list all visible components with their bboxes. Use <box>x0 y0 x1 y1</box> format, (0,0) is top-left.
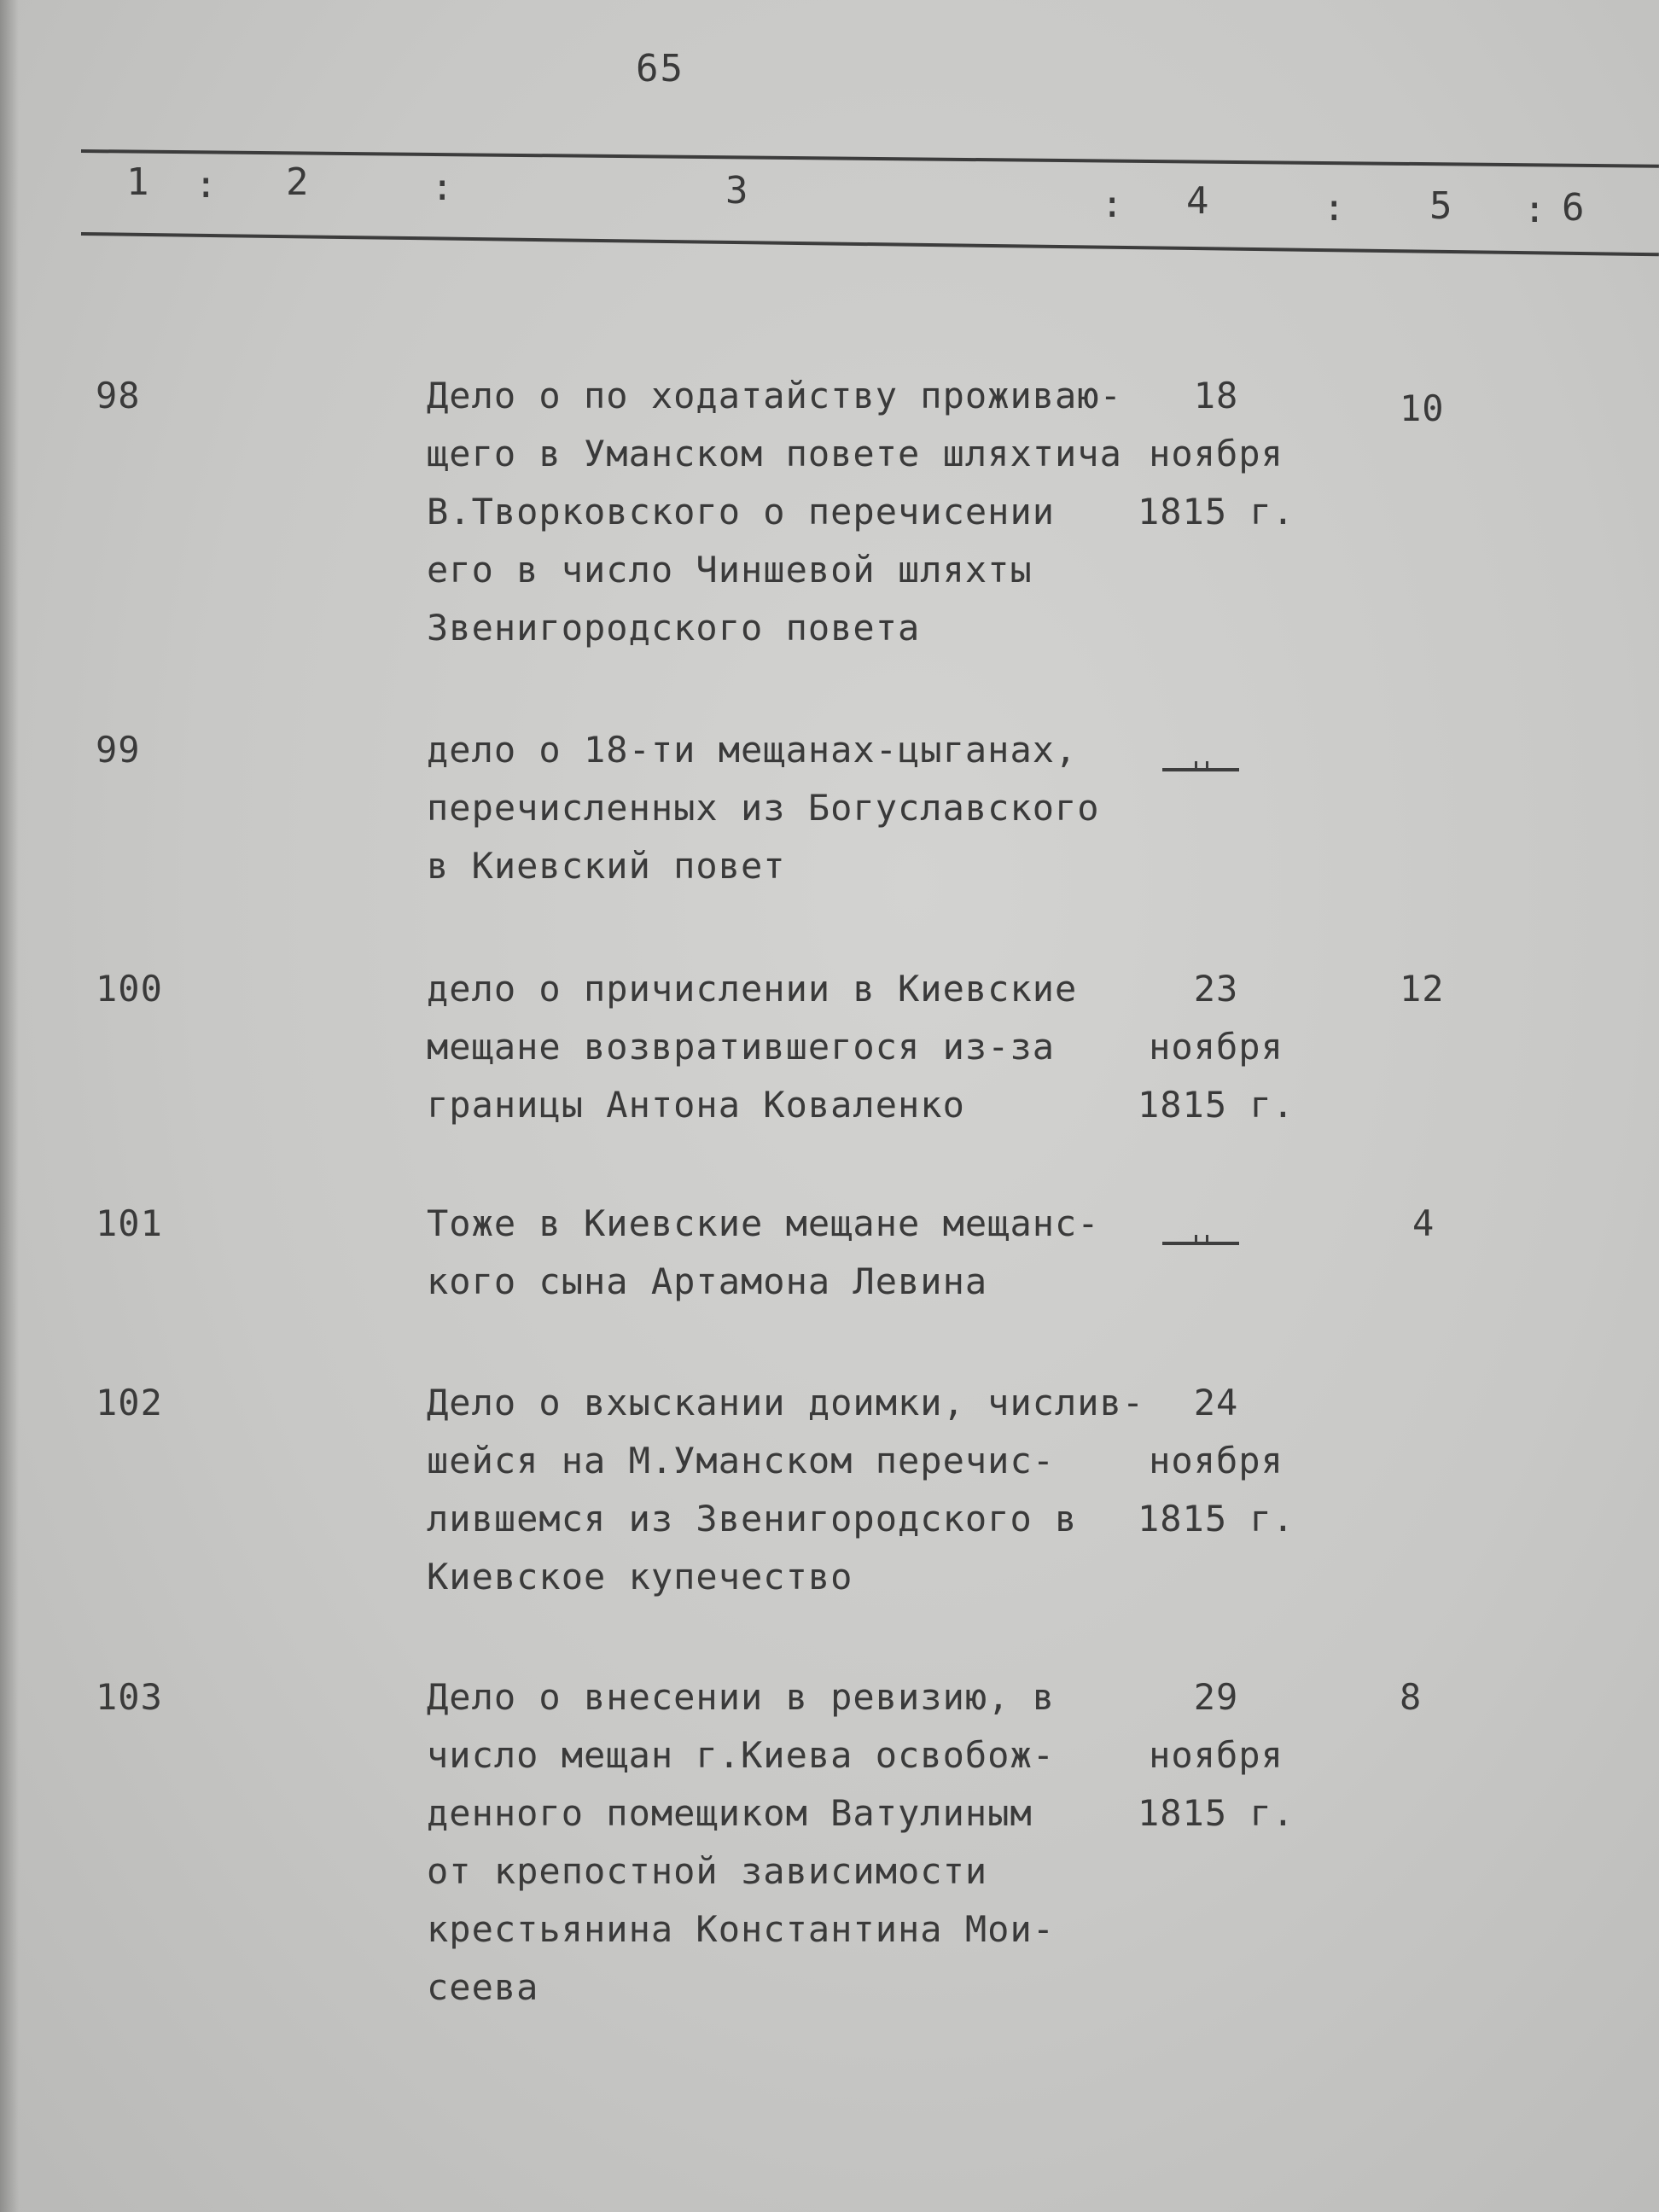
entry-number: 99 <box>96 729 141 771</box>
header-col-1: 1 <box>126 160 149 204</box>
header-col-3: 3 <box>725 169 748 212</box>
entry-number: 101 <box>96 1202 163 1244</box>
page-edge-shadow <box>0 0 19 2212</box>
entry-sheets: 8 <box>1400 1676 1423 1718</box>
entry-sheets: 4 <box>1412 1202 1435 1244</box>
entry-title: дело о 18-ти мещанах-цыганах, перечисленных из Богуславского в Киевский повет <box>427 729 1100 887</box>
header-separator: : <box>431 166 454 209</box>
ditto-mark <box>1162 768 1239 771</box>
header-separator: : <box>1323 186 1346 230</box>
entry-date: 29 ноября 1815 г. <box>1137 1676 1295 1834</box>
header-bottom-rule <box>81 232 1659 256</box>
ditto-mark <box>1162 1242 1239 1245</box>
entry-number: 100 <box>96 968 163 1010</box>
header-col-5: 5 <box>1429 184 1452 228</box>
entry-title: Дело о вхыскании доимки, числив- шейся на М.Уманском перечис- лившемся из Звенигородского в Киевское купечество <box>427 1382 1145 1598</box>
header-separator: : <box>1523 188 1546 231</box>
entry-date: 18 ноября 1815 г. <box>1137 375 1295 533</box>
header-top-rule <box>81 149 1659 168</box>
entry-date: 24 ноября 1815 г. <box>1137 1382 1295 1540</box>
entry-title: дело о причислении в Киевские мещане возвратившегося из-за границы Антона Коваленко <box>427 968 1078 1126</box>
entry-number: 102 <box>96 1382 163 1423</box>
header-col-2: 2 <box>286 160 309 204</box>
entry-title: Дело о по ходатайству проживаю- щего в Уманском повете шляхтича В.Творковского о перечисении его в число Чиншевой шляхты Звенигородского повета <box>427 375 1122 649</box>
entry-sheets: 10 <box>1400 387 1445 429</box>
header-separator: : <box>195 163 218 207</box>
entry-sheets: 12 <box>1400 968 1445 1010</box>
header-separator: : <box>1101 183 1124 226</box>
entry-number: 98 <box>96 375 141 416</box>
header-col-4: 4 <box>1186 179 1209 223</box>
header-col-6: 6 <box>1562 186 1585 230</box>
entry-title: Дело о внесении в ревизию, в число мещан г.Киева освобож- денного помещиком Ватулиным от крепостной зависимости крестьянина Константина Мои- сеева <box>427 1676 1056 2008</box>
page-number: 65 <box>636 47 684 90</box>
entry-number: 103 <box>96 1676 163 1718</box>
entry-date: 23 ноября 1815 г. <box>1137 968 1295 1126</box>
entry-title: Тоже в Киевские мещане мещанс- кого сына Артамона Левина <box>427 1202 1100 1302</box>
